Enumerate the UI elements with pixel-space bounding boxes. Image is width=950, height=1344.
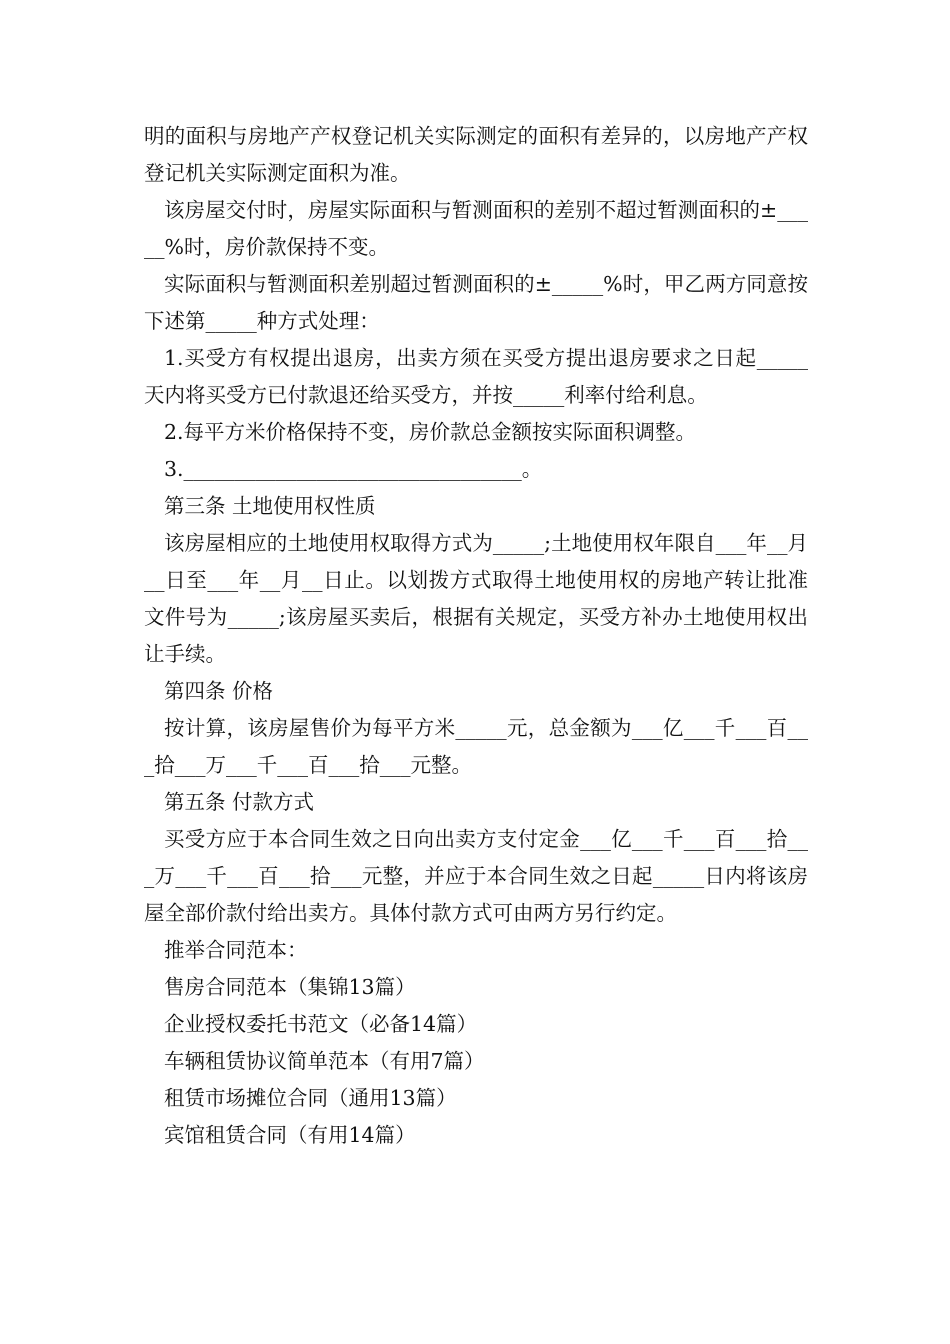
recommended-link-3[interactable]: 车辆租赁协议简单范本（有用7篇） [164, 1049, 485, 1073]
recommended-link-2[interactable]: 企业授权委托书范文（必备14篇） [164, 1012, 478, 1036]
recommended-link-5[interactable]: 宾馆租赁合同（有用14篇） [164, 1123, 416, 1147]
article-5-heading: 第五条 付款方式 [164, 790, 315, 814]
paragraph-price: 按计算，该房屋售价为每平方米_____元，总金额为___亿___千___百___拾___万___千___百___拾___元整。 [144, 716, 808, 777]
option-3-blank: 3._________________________________。 [164, 457, 543, 481]
recommended-link-4[interactable]: 租赁市场摊位合同（通用13篇） [164, 1086, 457, 1110]
recommended-link-1[interactable]: 售房合同范本（集锦13篇） [164, 975, 416, 999]
option-2-adjust: 2.每平方米价格保持不变，房价款总金额按实际面积调整。 [164, 420, 697, 444]
paragraph-land-use: 该房屋相应的土地使用权取得方式为_____;土地使用权年限自___年__月__日至___年__月__日止。以划拨方式取得土地使用权的房地产转让批准文件号为_____;该房屋买卖后，根据有关规定，买受方补办土地使用权出让手续。 [144, 531, 808, 666]
document-body [144, 118, 808, 1154]
paragraph-area-exceed: 实际面积与暂测面积差别超过暂测面积的±_____%时，甲乙两方同意按下述第_____种方式处理： [144, 272, 808, 333]
paragraph-delivery-area: 该房屋交付时，房屋实际面积与暂测面积的差别不超过暂测面积的±_____%时，房价款保持不变。 [144, 198, 808, 259]
option-1-refund: 1.买受方有权提出退房，出卖方须在买受方提出退房要求之日起_____天内将买受方已付款退还给买受方，并按_____利率付给利息。 [144, 346, 808, 407]
recommended-heading: 推举合同范本： [164, 938, 308, 962]
article-3-heading: 第三条 土地使用权性质 [164, 494, 376, 518]
paragraph-payment: 买受方应于本合同生效之日向出卖方支付定金___亿___千___百___拾___万___千___百___拾___元整，并应于本合同生效之日起_____日内将该房屋全部价款付给出卖方。具体付款方式可由两方另行约定。 [144, 827, 808, 925]
paragraph-area-difference: 明的面积与房地产产权登记机关实际测定的面积有差异的，以房地产产权登记机关实际测定面积为准。 [144, 124, 808, 185]
article-4-heading: 第四条 价格 [164, 679, 274, 703]
